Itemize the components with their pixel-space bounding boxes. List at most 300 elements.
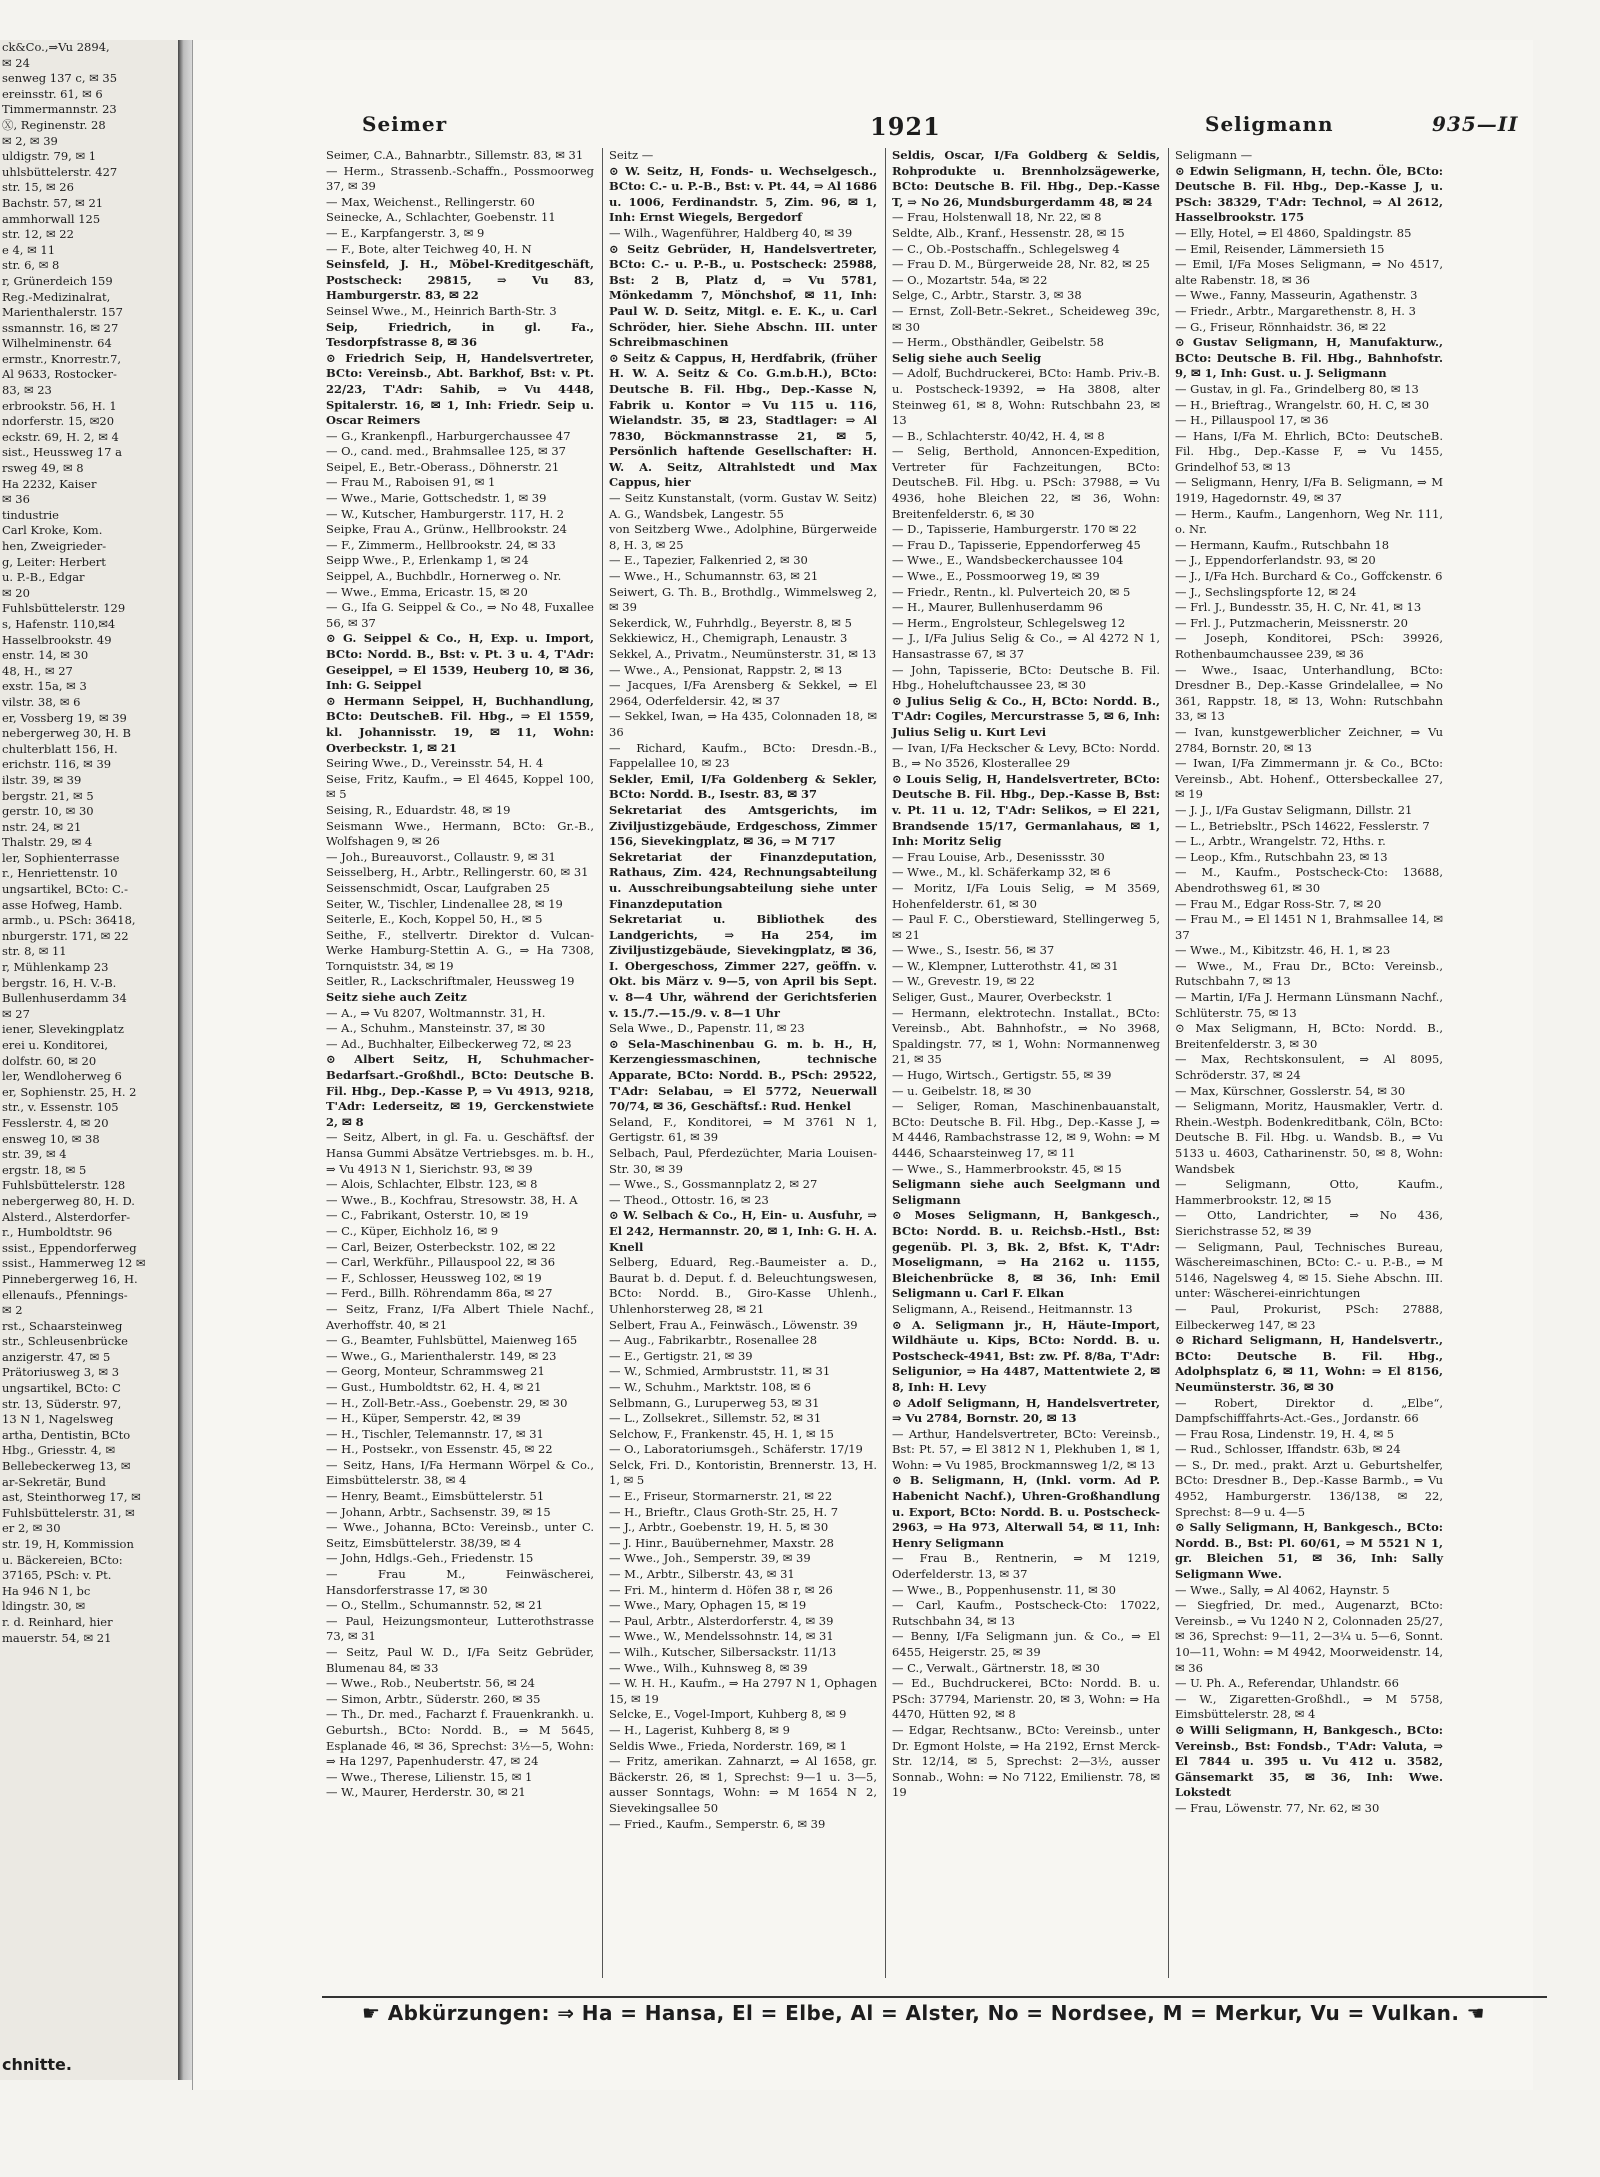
previous-page-line: str. 15, ✉ 26 (2, 180, 74, 195)
previous-page-line: sist., Heussweg 17 a (2, 445, 122, 460)
directory-entry: ⊙ B. Seligmann, H, (Inkl. vorm. Ad P. Habenicht Nachf.), Uhren-Großhandlung u. Export, BCto: Nordd. B. u. Postscheck-2963, ⇒ Ha 973, Alterwall 54, ✉ 11, Inh: Henry Seligmann (892, 1473, 1160, 1550)
directory-entry: — Seitz, Albert, in gl. Fa. u. Geschäftsf. der Hansa Gummi Absätze Vertriebsges. m. b. H., ⇒ Vu 4913 N 1, Sierichstr. 93, ✉ 39 (326, 1130, 594, 1176)
directory-entry: — Fri. M., hinterm d. Höfen 38 r, ✉ 26 (609, 1582, 833, 1597)
directory-entry: — Ed., Buchdruckerei, BCto: Nordd. B. u. PSch: 37794, Marienstr. 20, ✉ 3, Wohn: ⇒ Ha 4470, Hütten 92, ✉ 8 (892, 1676, 1160, 1722)
directory-entry: ⊙ Max Seligmann, H, BCto: Nordd. B., Breitenfelderstr. 3, ✉ 30 (1175, 1021, 1443, 1051)
directory-entry: — Frl. J., Putzmacherin, Meissnerstr. 20 (1175, 615, 1408, 630)
previous-page-line: ermstr., Knorrestr.7, (2, 351, 122, 366)
previous-page-line: exstr. 15a, ✉ 3 (2, 679, 87, 694)
directory-entry: — Wwe., S., Hammerbrookstr. 45, ✉ 15 (892, 1161, 1122, 1176)
directory-columns (322, 148, 1582, 1978)
directory-entry: — Wwe., Joh., Semperstr. 39, ✉ 39 (609, 1551, 811, 1566)
previous-page-line: ast, Steinthorweg 17, ✉ (2, 1490, 141, 1505)
directory-entry: — Frau B., Rentnerin, ⇒ M 1219, Oderfelderstr. 13, ✉ 37 (892, 1551, 1160, 1582)
directory-entry: ⊙ Albert Seitz, H, Schuhmacher-Bedarfsart.-Großhdl., BCto: Deutsche B. Fil. Hbg., Dep.-Kasse P, ⇒ Vu 4913, 9218, T'Adr: Lederseitz, ✉ 19, Gerckenstwiete 2, ✉ 8 (326, 1052, 594, 1129)
directory-entry: — Wwe., G., Marienthalerstr. 149, ✉ 23 (326, 1348, 557, 1363)
directory-entry: — Iwan, I/Fa Zimmermann jr. & Co., BCto: Vereinsb., Abt. Hohenf., Ottersbeckallee 27, ✉ 19 (1175, 756, 1443, 802)
directory-entry: — John, Hdlgs.-Geh., Friedenstr. 15 (326, 1551, 534, 1566)
directory-entry: — Ferd., Billh. Röhrendamm 86a, ✉ 27 (326, 1286, 553, 1301)
directory-entry: ⊙ Willi Seligmann, H, Bankgesch., BCto: Vereinsb., Bst: Fondsb., T'Adr: Valuta, ⇒ El 7844 u. 395 u. Vu 412 u. 3582, Gänsemarkt 35, ✉ 36, Inh: Wwe. Lokstedt (1175, 1722, 1443, 1800)
previous-page-line: str. 6, ✉ 8 (2, 258, 60, 273)
directory-entry: Seithe, F., stellvertr. Direktor d. Vulcan-Werke Hamburg-Stettin A. G., ⇒ Ha 7308, Tornquiststr. 34, ✉ 19 (326, 927, 594, 973)
directory-entry: — Siegfried, Dr. med., Augenarzt, BCto: Vereinsb., ⇒ Vu 1240 N 2, Colonnaden 25/27, ✉ 36, Sprechst: 9—11, 2—3¼ u. 5—6, Sonnt. 10—11, Wohn: ⇒ M 4942, Moorweidenstr. 14, ✉ 36 (1175, 1598, 1443, 1675)
previous-page-line: ssist., Eppendorferweg (2, 1240, 137, 1255)
directory-entry: Sekerdick, W., Fuhrhdlg., Beyerstr. 8, ✉ 5 (609, 615, 852, 630)
directory-entry: — Wwe., Sally, ⇒ Al 4062, Haynstr. 5 (1175, 1582, 1390, 1597)
directory-entry: — Wwe., M., kl. Schäferkamp 32, ✉ 6 (892, 865, 1111, 880)
previous-page-line: Bellebeckerweg 13, ✉ (2, 1459, 131, 1474)
previous-page-line: armb., u. PSch: 36418, (2, 913, 136, 928)
directory-entry: — Arthur, Handelsvertreter, BCto: Vereinsb., Bst: Pt. 57, ⇒ El 3812 N 1, Plekhuben 1, ✉ 1, Wohn: ⇒ Vu 1985, Brockmannsweg 1/2, ✉ 13 (892, 1426, 1160, 1472)
previous-page-line: s, Hafenstr. 110,✉4 (2, 616, 116, 631)
directory-entry: — O., Stellm., Schumannstr. 52, ✉ 21 (326, 1598, 544, 1613)
directory-entry: — C., Fabrikant, Osterstr. 10, ✉ 19 (326, 1208, 529, 1223)
previous-page-line: Carl Kroke, Kom. (2, 523, 103, 538)
directory-entry: ⊙ Moses Seligmann, H, Bankgesch., BCto: Nordd. B. u. Reichsb.-Hstl., Bst: gegenüb. Pl. 3, Bk. 2, Bfst. K, T'Adr: Moseligmann, ⇒ Ha 2162 u. 1155, Bleichenbrücke 8, ✉ 36, Inh: Emil Seligmann u. Carl F. Elkan (892, 1208, 1160, 1301)
directory-entry: — E., Friseur, Stormarnerstr. 21, ✉ 22 (609, 1489, 833, 1504)
directory-entry: — O., Laboratoriumsgeh., Schäferstr. 17/19 (609, 1442, 863, 1457)
directory-entry: — Frau M., Edgar Ross-Str. 7, ✉ 20 (1175, 896, 1382, 911)
directory-entry: — Frau, Holstenwall 18, Nr. 22, ✉ 8 (892, 210, 1102, 225)
directory-entry: — Frau M., Feinwäscherei, Hansdorferstrasse 17, ✉ 30 (326, 1567, 594, 1597)
previous-page-line: artha, Dentistin, BCto (2, 1427, 131, 1442)
directory-entry: Seissenschmidt, Oscar, Laufgraben 25 (326, 880, 550, 895)
previous-page-line: str. 12, ✉ 22 (2, 227, 74, 242)
column-rule (885, 148, 886, 1978)
directory-entry: — G., Krankenpfl., Harburgerchaussee 47 (326, 428, 571, 443)
previous-page-line: r., Humboldtstr. 96 (2, 1225, 113, 1240)
previous-page-fragment (0, 40, 180, 2080)
previous-page-line: Hasselbrookstr. 49 (2, 632, 112, 647)
directory-entry: — Seitz Kunstanstalt, (vorm. Gustav W. Seitz) A. G., Wandsbek, Langestr. 55 (609, 491, 877, 521)
previous-page-line: ldingstr. 30, ✉ (2, 1599, 86, 1614)
directory-entry: — W., Maurer, Herderstr. 30, ✉ 21 (326, 1785, 526, 1800)
directory-entry: — J., Eppendorferlandstr. 93, ✉ 20 (1175, 553, 1376, 568)
directory-entry: Seinsel Wwe., M., Heinrich Barth-Str. 3 (326, 303, 557, 318)
directory-entry: — Th., Dr. med., Facharzt f. Frauenkrankh. u. Geburtsh., BCto: Nordd. B., ⇒ M 5645, Esplanade 46, ✉ 36, Sprechst: 3½—5, Wohn: ⇒ Ha 1297, Papenhuderstr. 47, ✉ 24 (326, 1707, 594, 1769)
directory-entry: Selig siehe auch Seelig (892, 350, 1042, 365)
directory-entry: Seise, Fritz, Kaufm., ⇒ El 4645, Koppel 100, ✉ 5 (326, 771, 594, 802)
previous-page-line: Marienthalerstr. 157 (2, 305, 123, 320)
directory-entry: Seipel, E., Betr.-Oberass., Döhnerstr. 21 (326, 459, 560, 474)
previous-page-line: ✉ 36 (2, 492, 30, 507)
directory-entry: — Wwe., Rob., Neubertstr. 56, ✉ 24 (326, 1676, 535, 1691)
previous-page-line: ndorferstr. 15, ✉20 (2, 414, 115, 429)
previous-page-line: Bachstr. 57, ✉ 21 (2, 195, 104, 210)
directory-entry: Seiterle, E., Koch, Koppel 50, H., ✉ 5 (326, 912, 543, 927)
directory-entry: — Simon, Arbtr., Süderstr. 260, ✉ 35 (326, 1691, 541, 1706)
directory-entry: — J., I/Fa Hch. Burchard & Co., Goffckenstr. 6 (1175, 569, 1443, 584)
directory-entry: Seippel, A., Buchbdlr., Hornerweg o. Nr. (326, 569, 562, 584)
previous-page-line: Reg.-Medizinalrat, (2, 289, 111, 304)
previous-page-line: bergstr. 16, H. V.-B. (2, 975, 117, 990)
previous-page-line: Fuhlsbüttelerstr. 129 (2, 601, 126, 616)
directory-entry: — Seligmann, Otto, Kaufm., Hammerbrookstr. 12, ✉ 15 (1175, 1177, 1443, 1207)
previous-page-footer: chnitte. (2, 2055, 72, 2074)
previous-page-line: ssmannstr. 16, ✉ 27 (2, 320, 119, 335)
directory-entry: Sekretariat u. Bibliothek des Landgerichts, ⇒ Ha 254, im Ziviljustizgebäude, Sievekingplatz, ✉ 36, I. Obergeschoss, Zimmer 227, geöffn. v. Okt. bis März v. 9—5, von April bis Sept. v. 8—4 Uhr, während der Gerichtsferien v. 15./7.—15./9. v. 8—1 Uhr (609, 912, 877, 1020)
directory-entry: — Benny, I/Fa Seligmann jun. & Co., ⇒ El 6455, Heigerstr. 25, ✉ 39 (892, 1629, 1160, 1659)
column-rule (1168, 148, 1169, 1978)
directory-entry: — W., Schuhm., Marktstr. 108, ✉ 6 (609, 1379, 811, 1394)
previous-page-line: ✉ 27 (2, 1006, 30, 1021)
previous-page-line: mauerstr. 54, ✉ 21 (2, 1630, 112, 1645)
previous-page-line: Timmermannstr. 23 (2, 102, 117, 117)
directory-entry: — Carl, Werkführ., Pillauspool 22, ✉ 36 (326, 1255, 556, 1270)
previous-page-line: str. 8, ✉ 11 (2, 944, 67, 959)
directory-entry: — H., Maurer, Bullenhuserdamm 96 (892, 600, 1103, 615)
directory-entry: — Wwe., Fanny, Masseurin, Agathenstr. 3 (1175, 288, 1418, 303)
previous-page-line: ler, Wendloherweg 6 (2, 1069, 122, 1084)
previous-page-line: ✉ 24 (2, 55, 30, 70)
directory-entry: ⊙ Seitz Gebrüder, H, Handelsvertreter, BCto: C.- u. P.-B., u. Postscheck: 25988, Bst: 2 B, Platz d, ⇒ Vu 5781, Mönkedamm 7, Mönchshof, ✉ 11, Inh: Paul W. D. Seitz, Mitgl. e. E. K., u. Carl Schröder, hier. Siehe Abschn. III. unter Schreibmaschinen (609, 241, 877, 350)
directory-entry: ⊙ Hermann Seippel, H, Buchhandlung, BCto: DeutscheB. Fil. Hbg., ⇒ El 1559, kl. Johannisstr. 19, ✉ 11, Wohn: Overbeckstr. 1, ✉ 21 (326, 693, 594, 755)
directory-entry: — Wwe., Wilh., Kuhnsweg 8, ✉ 39 (609, 1660, 808, 1675)
directory-entry: — Aug., Fabrikarbtr., Rosenallee 28 (609, 1333, 818, 1348)
directory-entry: Sekretariat der Finanzdeputation, Rathaus, Zim. 424, Rechnungsabteilung u. Ausschreibungsabteilung siehe unter Finanzdeputation (609, 849, 877, 911)
previous-page-line: senweg 137 c, ✉ 35 (2, 71, 118, 86)
directory-entry: — Johann, Arbtr., Sachsenstr. 39, ✉ 15 (326, 1504, 551, 1519)
directory-entry: — Edgar, Rechtsanw., BCto: Vereinsb., unter Dr. Egmont Holste, ⇒ Ha 2192, Ernst Merck-Str. 12/14, ✉ 5, Sprechst: 2—3½, ausser Sonnab., Wohn: ⇒ No 7122, Emilienstr. 78, ✉ 19 (892, 1722, 1160, 1800)
directory-entry: — Rud., Schlosser, Iffandstr. 63b, ✉ 24 (1175, 1442, 1401, 1457)
previous-page-line: Pinnebergerweg 16, H. (2, 1271, 138, 1286)
directory-entry: ⊙ Gustav Seligmann, H, Manufakturw., BCto: Deutsche B. Fil. Hbg., Bahnhofstr. 9, ✉ 1, Inh: Gust. u. J. Seligmann (1175, 335, 1443, 381)
previous-page-line: asse Hofweg, Hamb. (2, 897, 123, 912)
directory-entry: — H., Brieftr., Claus Groth-Str. 25, H. 7 (609, 1504, 839, 1519)
previous-page-line: u. P.-B., Edgar (2, 570, 85, 585)
column-rule (602, 148, 603, 1978)
directory-entry: Seismann Wwe., Hermann, BCto: Gr.-B., Wolfshagen 9, ✉ 26 (326, 818, 594, 849)
directory-entry: Seldis Wwe., Frieda, Norderstr. 169, ✉ 1 (609, 1738, 847, 1753)
directory-entry: Seldis, Oscar, I/Fa Goldberg & Seldis, Rohprodukte u. Brennholzsägewerke, BCto: Deutsche B. Fil. Hbg., Dep.-Kasse T, ⇒ No 26, Mundsburgerdamm 48, ✉ 24 (892, 148, 1160, 209)
directory-entry: — W. H. H., Kaufm., ⇒ Ha 2797 N 1, Ophagen 15, ✉ 19 (609, 1676, 877, 1706)
previous-page-line: 37165, PSch: v. Pt. (2, 1568, 112, 1583)
directory-entry: — G., Friseur, Rönnhaidstr. 36, ✉ 22 (1175, 319, 1387, 334)
directory-entry: — Wilh., Kutscher, Silbersackstr. 11/13 (609, 1645, 837, 1659)
previous-page-line: 83, ✉ 23 (2, 383, 52, 398)
previous-page-line: u. Bäckereien, BCto: (2, 1552, 123, 1567)
directory-entry: Seliger, Gust., Maurer, Overbeckstr. 1 (892, 990, 1113, 1005)
previous-page-line: e 4, ✉ 11 (2, 242, 56, 257)
directory-entry: — Frau M., ⇒ El 1451 N 1, Brahmsallee 14, ✉ 37 (1175, 912, 1443, 942)
directory-entry: Seising, R., Eduardstr. 48, ✉ 19 (326, 802, 511, 817)
directory-entry: Seimer, C.A., Bahnarbtr., Sillemstr. 83, ✉ 31 (326, 148, 584, 162)
previous-page-line: ammhorwall 125 (2, 211, 101, 226)
directory-entry: Seiring Wwe., D., Vereinsstr. 54, H. 4 (326, 756, 544, 771)
book-gutter (178, 40, 192, 2080)
previous-page-line: chulterblatt 156, H. (2, 741, 118, 756)
directory-entry: — Seligmann, Moritz, Hausmakler, Vertr. d. Rhein.-Westph. Bodenkreditbank, Cöln, BCto: Deutsche B. Fil. Hbg. u. Wandsb. B., ⇒ Vu 5133 u. 4603, Catharinenstr. 50, ✉ 8, Wohn: Wandsbek (1175, 1099, 1443, 1176)
directory-entry: — J., I/Fa Julius Selig & Co., ⇒ Al 4272 N 1, Hansastrasse 67, ✉ 37 (892, 631, 1160, 661)
directory-entry: — Seitz, Paul W. D., I/Fa Seitz Gebrüder, Blumenau 84, ✉ 33 (326, 1645, 594, 1675)
directory-entry: — G., Ifa G. Seippel & Co., ⇒ No 48, Fuxallee 56, ✉ 37 (326, 600, 594, 630)
directory-entry: Sekkel, A., Privatm., Neumünsterstr. 31, ✉ 13 (609, 647, 877, 661)
directory-entry: — H., Zoll-Betr.-Ass., Goebenstr. 29, ✉ 30 (326, 1395, 568, 1410)
previous-page-line: gerstr. 10, ✉ 30 (2, 804, 94, 819)
directory-entry: Selge, C., Arbtr., Starstr. 3, ✉ 38 (892, 288, 1082, 303)
directory-entry: — H., Postsekr., von Essenstr. 45, ✉ 22 (326, 1442, 553, 1457)
directory-entry: ⊙ Sally Seligmann, H, Bankgesch., BCto: Nordd. B., Bst: Pl. 60/61, ⇒ M 5521 N 1, gr. Bleichen 51, ✉ 36, Inh: Sally Seligmann Wwe. (1175, 1520, 1443, 1582)
directory-entry: — Wwe., A., Pensionat, Rappstr. 2, ✉ 13 (609, 662, 843, 677)
directory-entry: ⊙ W. Selbach & Co., H, Ein- u. Ausfuhr, ⇒ El 242, Hermannstr. 20, ✉ 1, Inh: G. H. A. Knell (609, 1208, 877, 1254)
previous-page-line: str. 19, H, Kommission (2, 1537, 134, 1551)
previous-page-line: erei u. Konditorei, (2, 1038, 108, 1052)
directory-entry: — Leop., Kfm., Rutschbahn 23, ✉ 13 (1175, 849, 1388, 864)
previous-page-line: uhlsbüttelerstr. 427 (2, 164, 118, 179)
directory-entry: — Carl, Kaufm., Postscheck-Cto: 17022, Rutschbahn 34, ✉ 13 (892, 1598, 1160, 1628)
previous-page-line: Thalstr. 29, ✉ 4 (2, 835, 93, 850)
previous-page-line: ck&Co.,⇒Vu 2894, (2, 40, 110, 54)
previous-page-line: Fuhlsbüttelerstr. 31, ✉ (2, 1505, 135, 1520)
previous-page-line: ✉ 2, ✉ 39 (2, 133, 58, 148)
directory-entry: — Seitz, Hans, I/Fa Hermann Wörpel & Co., Eimsbüttelerstr. 38, ✉ 4 (326, 1457, 594, 1488)
running-head-right: Seligmann (1205, 112, 1334, 136)
directory-entry: — Wwe., B., Poppenhusenstr. 11, ✉ 30 (892, 1582, 1117, 1597)
previous-page-line: r. d. Reinhard, hier (2, 1614, 113, 1629)
previous-page-line: bergstr. 21, ✉ 5 (2, 788, 94, 803)
directory-entry: — Wwe., Johanna, BCto: Vereinsb., unter C. Seitz, Eimsbüttelerstr. 38/39, ✉ 4 (326, 1520, 594, 1550)
directory-entry: — Paul, Heizungsmonteur, Lutterothstrasse 73, ✉ 31 (326, 1613, 594, 1644)
directory-entry: — W., Grevestr. 19, ✉ 22 (892, 974, 1035, 989)
directory-entry: — Henry, Beamt., Eimsbüttelerstr. 51 (326, 1489, 545, 1504)
previous-page-line: str. 39, ✉ 4 (2, 1147, 67, 1162)
directory-entry: — E., Karpfangerstr. 3, ✉ 9 (326, 225, 485, 240)
directory-entry: — F., Schlosser, Heussweg 102, ✉ 19 (326, 1270, 542, 1285)
running-head-year: 1921 (870, 112, 941, 141)
abbreviations-footer (322, 1996, 1547, 2032)
directory-entry: — A., Schuhm., Mansteinstr. 37, ✉ 30 (326, 1021, 546, 1036)
directory-entry: — U. Ph. A., Referendar, Uhlandstr. 66 (1175, 1676, 1399, 1691)
previous-page-line: ar-Sekretär, Bund (2, 1474, 106, 1489)
previous-page-line: 48, H., ✉ 27 (2, 663, 73, 678)
directory-entry: — Herm., Engrolsteur, Schlegelsweg 12 (892, 615, 1126, 630)
previous-page-line: ssist., Hammerweg 12 ✉ (2, 1256, 146, 1271)
previous-page-line: Wilhelminenstr. 64 (2, 336, 112, 351)
directory-entry: — Adolf, Buchdruckerei, BCto: Hamb. Priv.-B. u. Postscheck-19392, ⇒ Ha 3808, alter Steinweg 61, ✉ 8, Wohn: Rutschbahn 23, ✉ 13 (892, 366, 1160, 428)
previous-page-line: nstr. 24, ✉ 21 (2, 819, 82, 834)
directory-entry: — C., Verwalt., Gärtnerstr. 18, ✉ 30 (892, 1660, 1100, 1675)
directory-entry: — Richard, Kaufm., BCto: Dresdn.-B., Fappelallee 10, ✉ 23 (609, 740, 877, 771)
directory-entry: ⊙ Seitz & Cappus, H, Herdfabrik, (früher H. W. A. Seitz & Co. G.m.b.H.), BCto: Deutsche B. Fil. Hbg., Dep.-Kasse N, Fabrik u. Kontor ⇒ Vu 115 u. 116, Wielandstr. 35, ✉ 23, Stadtlager: ⇒ Al 7830, Böckmannstrasse 21, ✉ 5, Persönlich haftende Gesellschafter: H. W. A. Seitz, Altrahlstedt und Max Cappus, hier (609, 350, 877, 490)
directory-entry: — Herm., Strassenb.-Schaffn., Possmoorweg 37, ✉ 39 (326, 163, 594, 194)
directory-entry: — Moritz, I/Fa Louis Selig, ⇒ M 3569, Hohenfelderstr. 61, ✉ 30 (892, 880, 1160, 911)
directory-entry: Seinecke, A., Schlachter, Goebenstr. 11 (326, 210, 556, 225)
running-head-left: Seimer (362, 112, 448, 136)
directory-entry: — Wwe., S., Gossmannplatz 2, ✉ 27 (609, 1177, 818, 1192)
directory-entry: — W., Zigaretten-Großhdl., ⇒ M 5758, Eimsbüttelerstr. 28, ✉ 4 (1175, 1691, 1443, 1722)
directory-entry: Seip, Friedrich, in gl. Fa., Tesdorpfstrasse 8, ✉ 36 (326, 319, 594, 350)
directory-entry: — O., cand. med., Brahmsallee 125, ✉ 37 (326, 444, 566, 459)
directory-entry: — Frl. J., Bundesstr. 35, H. C, Nr. 41, ✉ 13 (1175, 600, 1422, 615)
directory-entry: — Wwe., M., Frau Dr., BCto: Vereinsb., Rutschbahn 7, ✉ 13 (1175, 958, 1443, 989)
directory-entry: — Frau D., Tapisserie, Eppendorferweg 45 (892, 537, 1141, 552)
directory-entry: Selberg, Eduard, Reg.-Baumeister a. D., Baurat b. d. Deput. f. d. Beleuchtungswesen, BCto: Nordd. B., Giro-Kasse Uhlenh., Uhlenhorsterweg 28, ✉ 21 (609, 1255, 877, 1316)
directory-entry: — A., ⇒ Vu 8207, Woltmannstr. 31, H. (326, 1005, 546, 1020)
previous-page-line: ✉ 20 (2, 585, 30, 600)
directory-entry: — Joh., Bureauvorst., Collaustr. 9, ✉ 31 (326, 849, 556, 864)
directory-entry: Seligmann, A., Reisend., Heitmannstr. 13 (892, 1301, 1133, 1316)
directory-entry: — John, Tapisserie, BCto: Deutsche B. Fil. Hbg., Hoheluftchaussee 23, ✉ 30 (892, 662, 1160, 693)
directory-entry: — E., Tapezier, Falkenried 2, ✉ 30 (609, 553, 808, 568)
directory-entry: — Friedr., Arbtr., Margarethenstr. 8, H. 3 (1175, 303, 1416, 318)
directory-entry: Seisselberg, H., Arbtr., Rellingerstr. 60, ✉ 31 (326, 865, 589, 880)
directory-entry: — Sekkel, Iwan, ⇒ Ha 435, Colonnaden 18, ✉ 36 (609, 709, 877, 739)
directory-entry: Sekler, Emil, I/Fa Goldenberg & Sekler, BCto: Nordd. B., Isestr. 83, ✉ 37 (609, 771, 877, 802)
previous-page-line: ✉ 2 (2, 1303, 23, 1318)
directory-entry: ⊙ Adolf Seligmann, H, Handelsvertreter, ⇒ Vu 2784, Bornstr. 20, ✉ 13 (892, 1395, 1160, 1426)
directory-entry: ⊙ Louis Selig, H, Handelsvertreter, BCto: Deutsche B. Fil. Hbg., Dep.-Kasse B, Bst: v. Pt. 11 u. 12, T'Adr: Selikos, ⇒ El 221, Brandsende 15/17, Germanlahaus, ✉ 1, Inh: Moritz Selig (892, 771, 1160, 849)
directory-entry: — Wwe., H., Schumannstr. 63, ✉ 21 (609, 569, 819, 584)
directory-entry: — Jacques, I/Fa Arensberg & Sekkel, ⇒ El 2964, Oderfeldersir. 42, ✉ 37 (609, 678, 877, 708)
directory-entry: — W., Schmied, Armbruststr. 11, ✉ 31 (609, 1364, 831, 1379)
directory-entry: — Ad., Buchhalter, Eilbeckerweg 72, ✉ 23 (326, 1036, 572, 1051)
directory-entry: — J., Arbtr., Goebenstr. 19, H. 5, ✉ 30 (609, 1520, 829, 1535)
directory-entry: — Wwe., E., Wandsbeckerchaussee 104 (892, 553, 1124, 568)
directory-entry: — C., Ob.-Postschaffn., Schlegelsweg 4 (892, 241, 1120, 256)
previous-page-lines (0, 40, 178, 1646)
directory-entry: — M., Kaufm., Postscheck-Cto: 13688, Abendrothsweg 61, ✉ 30 (1175, 865, 1443, 895)
directory-entry: — Wwe., W., Mendelssohnstr. 14, ✉ 31 (609, 1629, 834, 1644)
previous-page-line: Fuhlsbüttelerstr. 128 (2, 1178, 126, 1193)
column-4 (1171, 148, 1447, 1978)
directory-entry: — Max, Weichenst., Rellingerstr. 60 (326, 194, 535, 209)
previous-page-line: dolfstr. 60, ✉ 20 (2, 1053, 97, 1068)
directory-entry: ⊙ Edwin Seligmann, H, techn. Öle, BCto: Deutsche B. Fil. Hbg., Dep.-Kasse J, u. PSch: 38329, T'Adr: Technol, ⇒ Al 2612, Hasselbrookstr. 175 (1175, 163, 1443, 225)
directory-entry: — E., Gertigstr. 21, ✉ 39 (609, 1348, 753, 1363)
directory-entry: — Paul, Prokurist, PSch: 27888, Eilbeckerweg 147, ✉ 23 (1175, 1301, 1443, 1332)
previous-page-line: str., v. Essenstr. 105 (2, 1100, 119, 1115)
directory-entry: — H., Lagerist, Kuhberg 8, ✉ 9 (609, 1722, 790, 1737)
directory-entry: ⊙ Sela-Maschinenbau G. m. b. H., H, Kerzengiessmaschinen, technische Apparate, BCto: Nordd. B., PSch: 29522, T'Adr: Selabau, ⇒ El 5772, Neuerwall 70/74, ✉ 36, Geschäftsf.: Rud. Henkel (609, 1036, 877, 1114)
previous-page-line: Ha 946 N 1, bc (2, 1583, 91, 1598)
directory-entry: — Selig, Berthold, Annoncen-Expedition, Vertreter für Fachzeitungen, BCto: DeutscheB. Fil. Hbg. u. PSch: 37988, ⇒ Vu 4936, hohe Bleichen 22, ✉ 36, Wohn: Breitenfelderstr. 6, ✉ 30 (892, 444, 1160, 521)
directory-entry: — Robert, Direktor d. „Elbe“, Dampfschifffahrts-Act.-Ges., Jordanstr. 66 (1175, 1395, 1443, 1426)
directory-entry: Selbert, Frau A., Feinwäsch., Löwenstr. 39 (609, 1317, 858, 1332)
directory-entry: von Seitzberg Wwe., Adolphine, Bürgerweide 8, H. 3, ✉ 25 (609, 522, 877, 552)
directory-entry: — Wwe., E., Possmoorweg 19, ✉ 39 (892, 569, 1100, 584)
previous-page-line: Ⓧ, Reginenstr. 28 (2, 117, 106, 132)
directory-entry: Seinsfeld, J. H., Möbel-Kreditgeschäft, Postscheck: 29815, ⇒ Vu 83, Hamburgerstr. 83, ✉ 22 (326, 257, 594, 303)
directory-entry: Sela Wwe., D., Papenstr. 11, ✉ 23 (609, 1021, 805, 1036)
directory-entry: Selbmann, G., Luruperweg 53, ✉ 31 (609, 1395, 820, 1410)
directory-entry: Seitz — (609, 148, 654, 162)
column-1 (322, 148, 598, 1978)
directory-entry: — Wwe., M., Kibitzstr. 46, H. 1, ✉ 23 (1175, 943, 1391, 958)
previous-page-line: Hbg., Griesstr. 4, ✉ (2, 1443, 116, 1458)
directory-entry: — Wwe., Therese, Lilienstr. 15, ✉ 1 (326, 1769, 533, 1784)
directory-entry: — G., Beamter, Fuhlsbüttel, Maienweg 165 (326, 1333, 578, 1348)
previous-page-line: r, Grünerdeich 159 (2, 273, 113, 288)
directory-entry: — Max, Kürschner, Gosslerstr. 54, ✉ 30 (1175, 1083, 1406, 1098)
directory-entry: — Friedr., Rentn., kl. Pulverteich 20, ✉ 5 (892, 584, 1131, 599)
previous-page-line: erichstr. 116, ✉ 39 (2, 757, 112, 772)
directory-entry: ⊙ W. Seitz, H, Fonds- u. Wechselgesch., BCto: C.- u. P.-B., Bst: v. Pt. 44, ⇒ Al 1686 u. 1006, Ferdinandstr. 5, Zim. 96, ✉ 1, Inh: Ernst Wiegels, Bergedorf (609, 163, 877, 225)
previous-page-line: ensweg 10, ✉ 38 (2, 1131, 100, 1146)
previous-page-line: ungsartikel, BCto: C.- (2, 882, 128, 897)
previous-page-line: uldigstr. 79, ✉ 1 (2, 149, 97, 164)
previous-page-line: tindustrie (2, 507, 59, 522)
directory-entry: ⊙ Richard Seligmann, H, Handelsvertr., BCto: Deutsche B. Fil. Hbg., Adolphsplatz 6, ✉ 11, Wohn: ⇒ El 8156, Neumünsterstr. 36, ✉ 30 (1175, 1333, 1443, 1394)
directory-entry: — Herm., Kaufm., Langenhorn, Weg Nr. 111, o. Nr. (1175, 506, 1443, 537)
directory-entry: — Frau Rosa, Lindenstr. 19, H. 4, ✉ 5 (1175, 1426, 1395, 1441)
directory-entry: Sekkiewicz, H., Chemigraph, Lenaustr. 3 (609, 631, 848, 646)
directory-entry: — D., Tapisserie, Hamburgerstr. 170 ✉ 22 (892, 522, 1137, 537)
directory-entry: Seipp Wwe., P., Erlenkamp 1, ✉ 24 (326, 553, 529, 568)
previous-page-line: ereinsstr. 61, ✉ 6 (2, 86, 103, 101)
previous-page-line: er 2, ✉ 30 (2, 1521, 61, 1536)
directory-entry: ⊙ A. Seligmann jr., H, Häute-Import, Wildhäute u. Kips, BCto: Nordd. B. u. Postscheck-4941, Bst: zw. Pf. 8/8a, T'Adr: Seligunior, ⇒ Ha 4487, Mattentwiete 2, ✉ 8, Inh: H. Levy (892, 1317, 1160, 1394)
directory-entry: — Wwe., Mary, Ophagen 15, ✉ 19 (609, 1598, 807, 1613)
directory-entry: Seligmann siehe auch Seelgmann und Seligmann (892, 1177, 1160, 1207)
directory-entry: — W., Kutscher, Hamburgerstr. 117, H. 2 (326, 506, 565, 521)
directory-entry: — Emil, I/Fa Moses Seligmann, ⇒ No 4517, alte Rabenstr. 18, ✉ 36 (1175, 257, 1443, 287)
directory-entry: — Fritz, amerikan. Zahnarzt, ⇒ Al 1658, gr. Bäckerstr. 26, ✉ 1, Sprechst: 9—1 u. 3—5, ausser Sonntags, Wohn: ⇒ M 1654 N 2, Sievekingsallee 50 (609, 1754, 877, 1815)
directory-entry: — Seliger, Roman, Maschinenbauanstalt, BCto: Deutsche B. Fil. Hbg., Dep.-Kasse J, ⇒ M 4446, Rambachstrasse 12, ✉ 9, Wohn: ⇒ M 4446, Schaarsteinweg 17, ✉ 11 (892, 1099, 1160, 1160)
directory-entry: — Fried., Kaufm., Semperstr. 6, ✉ 39 (609, 1816, 826, 1831)
directory-entry: — Frau, Löwenstr. 77, Nr. 62, ✉ 30 (1175, 1800, 1380, 1815)
directory-entry: — Gust., Humboldtstr. 62, H. 4, ✉ 21 (326, 1379, 542, 1394)
directory-entry: Selchow, F., Frankenstr. 45, H. 1, ✉ 15 (609, 1426, 834, 1441)
column-3 (888, 148, 1164, 1978)
directory-entry: — Elly, Hotel, ⇒ El 4860, Spaldingstr. 85 (1175, 225, 1412, 240)
previous-page-line: ungsartikel, BCto: C (2, 1381, 121, 1396)
directory-entry: — L., Arbtr., Wrangelstr. 72, Hths. r. (1175, 834, 1386, 849)
previous-page-line: r, Mühlenkamp 23 (2, 960, 109, 975)
directory-entry: — H., Brieftrag., Wrangelstr. 60, H. C, ✉ 30 (1175, 397, 1430, 412)
previous-page-line: nebergerweg 80, H. D. (2, 1193, 135, 1208)
directory-entry: — J. J., I/Fa Gustav Seligmann, Dillstr. 21 (1175, 802, 1413, 817)
directory-entry: — Seligmann, Henry, I/Fa B. Seligmann, ⇒ M 1919, Hagedornstr. 49, ✉ 37 (1175, 475, 1443, 506)
previous-page-line: Bullenhuserdamm 34 (2, 991, 127, 1006)
previous-page-line: hen, Zweigrieder- (2, 539, 107, 553)
directory-entry: — C., Küper, Eichholz 16, ✉ 9 (326, 1223, 499, 1238)
previous-page-line: str., Schleusenbrücke (2, 1334, 128, 1349)
directory-entry: Selbach, Paul, Pferdezüchter, Maria Louisen-Str. 30, ✉ 39 (609, 1146, 877, 1176)
directory-entry: — Carl, Beizer, Osterbeckstr. 102, ✉ 22 (326, 1239, 556, 1254)
directory-entry: Seiwert, G. Th. B., Brothdlg., Wimmelsweg 2, ✉ 39 (609, 584, 877, 615)
directory-entry: — Wwe., Marie, Gottschedstr. 1, ✉ 39 (326, 491, 547, 506)
directory-entry: — Max, Rechtskonsulent, ⇒ Al 8095, Schröderstr. 37, ✉ 24 (1175, 1052, 1443, 1083)
directory-entry: — Paul F. C., Oberstieward, Stellingerweg 5, ✉ 21 (892, 912, 1160, 942)
previous-page-line: Fesslerstr. 4, ✉ 20 (2, 1115, 109, 1130)
previous-page-line: rsweg 49, ✉ 8 (2, 461, 84, 476)
directory-entry: — Otto, Landrichter, ⇒ No 436, Sierichstrasse 52, ✉ 39 (1175, 1208, 1443, 1238)
previous-page-line: enstr. 14, ✉ 30 (2, 648, 89, 663)
directory-entry: Selcke, E., Vogel-Import, Kuhberg 8, ✉ 9 (609, 1707, 847, 1722)
directory-entry: — Wwe., B., Kochfrau, Stresowstr. 38, H. A (326, 1192, 578, 1207)
previous-page-line: str. 13, Süderstr. 97, (2, 1396, 122, 1411)
directory-entry: — Ernst, Zoll-Betr.-Sekret., Scheideweg 39c, ✉ 30 (892, 303, 1160, 334)
directory-entry: — Hugo, Wirtsch., Gertigstr. 55, ✉ 39 (892, 1068, 1112, 1083)
directory-entry: Seligmann — (1175, 148, 1253, 162)
previous-page-line: Ha 2232, Kaiser (2, 476, 97, 491)
previous-page-line: Prätoriusweg 3, ✉ 3 (2, 1365, 120, 1380)
directory-entry: — J. Hinr., Bauübernehmer, Maxstr. 28 (609, 1535, 834, 1550)
directory-entry: — Paul, Arbtr., Alsterdorferstr. 4, ✉ 39 (609, 1613, 834, 1628)
directory-entry: — Frau D. M., Bürgerweide 28, Nr. 82, ✉ 25 (892, 257, 1151, 272)
previous-page-line: er, Vossberg 19, ✉ 39 (2, 710, 127, 725)
directory-entry: Seldte, Alb., Kranf., Hessenstr. 28, ✉ 15 (892, 225, 1125, 240)
previous-page-line: 13 N 1, Nagelsweg (2, 1412, 114, 1427)
directory-entry: — F., Bote, alter Teichweg 40, H. N (326, 241, 532, 256)
directory-entry: — J., Sechslingspforte 12, ✉ 24 (1175, 584, 1357, 599)
directory-entry: — S., Dr. med., prakt. Arzt u. Geburtshelfer, BCto: Dresdner B., Dep.-Kasse Barmb., ⇒ Vu 4952, Hamburgerstr. 136/138, ✉ 22, Sprechst: 8—9 u. 4—5 (1175, 1457, 1443, 1519)
previous-page-line: ilstr. 39, ✉ 39 (2, 772, 82, 787)
directory-entry: Seiter, W., Tischler, Lindenallee 28, ✉ 19 (326, 896, 563, 911)
directory-entry: — F., Zimmerm., Hellbrookstr. 24, ✉ 33 (326, 537, 556, 552)
previous-page-line: ler, Sophienterrasse (2, 850, 120, 865)
page-number: 935—II (1432, 112, 1519, 136)
